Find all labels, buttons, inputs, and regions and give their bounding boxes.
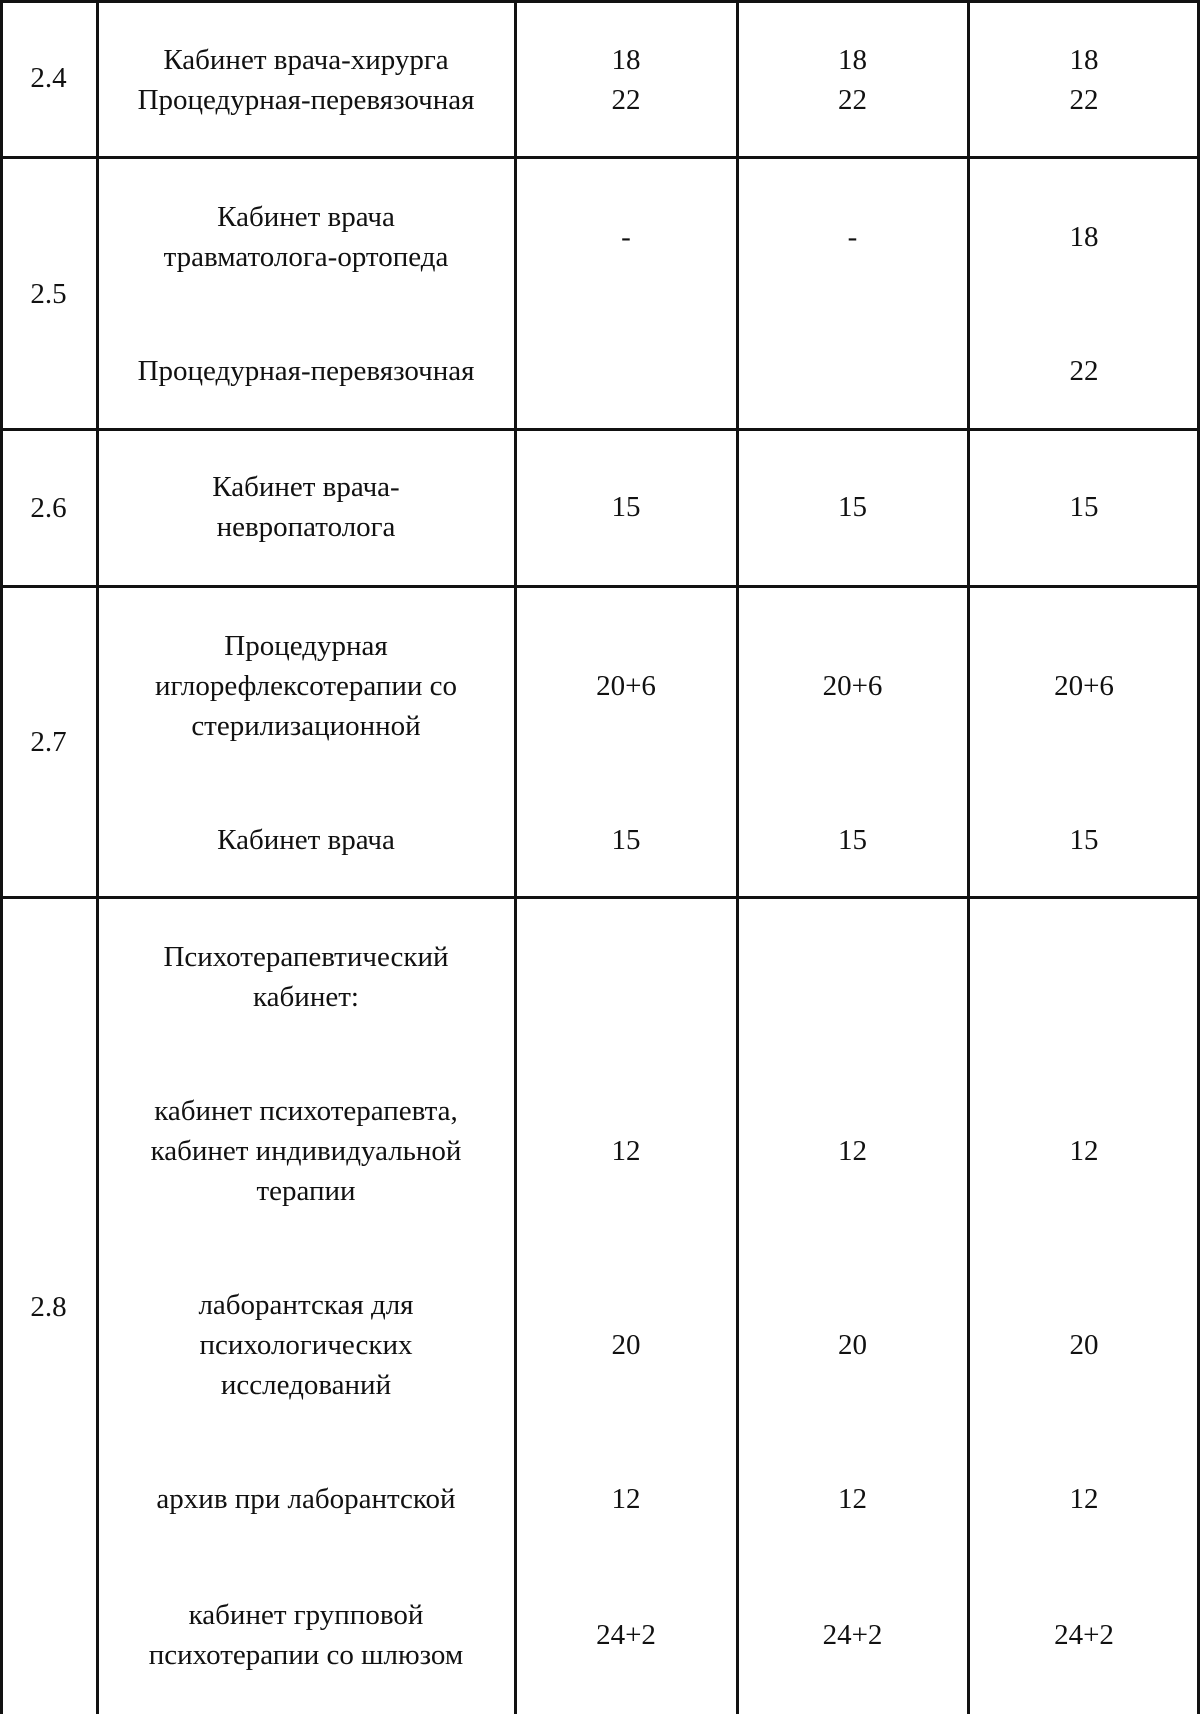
value-col-2: 20 [838,1329,867,1361]
room-name: Процедурная-перевязочная [137,355,475,387]
value-col-3: 22 [1069,355,1099,387]
value-col-2: 24+2 [822,1619,883,1651]
room-name: Кабинет врача [217,824,395,856]
value-col-1: 20 [611,1329,641,1361]
room-name: Кабинет врача травматолога-ортопеда [163,201,449,273]
value-col-3: 18 [1069,221,1099,253]
value-col-1: - [621,221,631,253]
value-col-1: 18 22 [611,44,641,116]
row-number: 2.6 [30,492,67,524]
room-name: Процедурная иглорефлексотерапии со стерилизационной [154,630,458,742]
value-col-3: 24+2 [1054,1619,1114,1651]
value-col-2: 20+6 [822,670,883,702]
value-col-3: 15 [1069,824,1099,856]
value-col-2: 15 [838,824,867,856]
room-name: кабинет психотерапевта, кабинет индивидуальной терапии [150,1095,462,1207]
value-col-1: 12 [611,1483,641,1515]
table-row [0,899,1200,1714]
value-col-1: 15 [611,824,641,856]
value-col-2: 12 [838,1483,867,1515]
value-col-3: 12 [1069,1135,1099,1167]
room-name: Кабинет врача-хирурга Процедурная-перевязочная [137,44,475,116]
table-row [0,588,1200,899]
value-col-2: 12 [838,1135,867,1167]
table-row [0,0,1200,159]
value-col-1: 15 [611,491,641,523]
row-number: 2.4 [30,62,67,94]
room-name: кабинет групповой психотерапии со шлюзом [148,1599,464,1671]
value-col-2: 18 22 [838,44,867,116]
table-row [0,159,1200,431]
value-col-1: 12 [611,1135,641,1167]
room-name: Психотерапевтический кабинет: [163,941,449,1013]
room-name: Кабинет врача- невропатолога [212,471,400,543]
value-col-1: 20+6 [596,670,656,702]
value-col-3: 15 [1069,491,1099,523]
row-number: 2.8 [30,1290,67,1323]
value-col-3: 20 [1069,1329,1099,1361]
row-number: 2.7 [30,726,67,758]
value-col-3: 18 22 [1069,44,1099,116]
room-name: архив при лаборантской [156,1483,456,1515]
row-number: 2.5 [30,277,67,310]
table-row [0,431,1200,588]
value-col-3: 12 [1069,1483,1099,1515]
room-name: лаборантская для психологических исследований [198,1289,414,1401]
value-col-3: 20+6 [1054,670,1114,702]
value-col-1: 24+2 [596,1619,656,1651]
value-col-2: - [847,221,858,253]
value-col-2: 15 [838,491,867,523]
